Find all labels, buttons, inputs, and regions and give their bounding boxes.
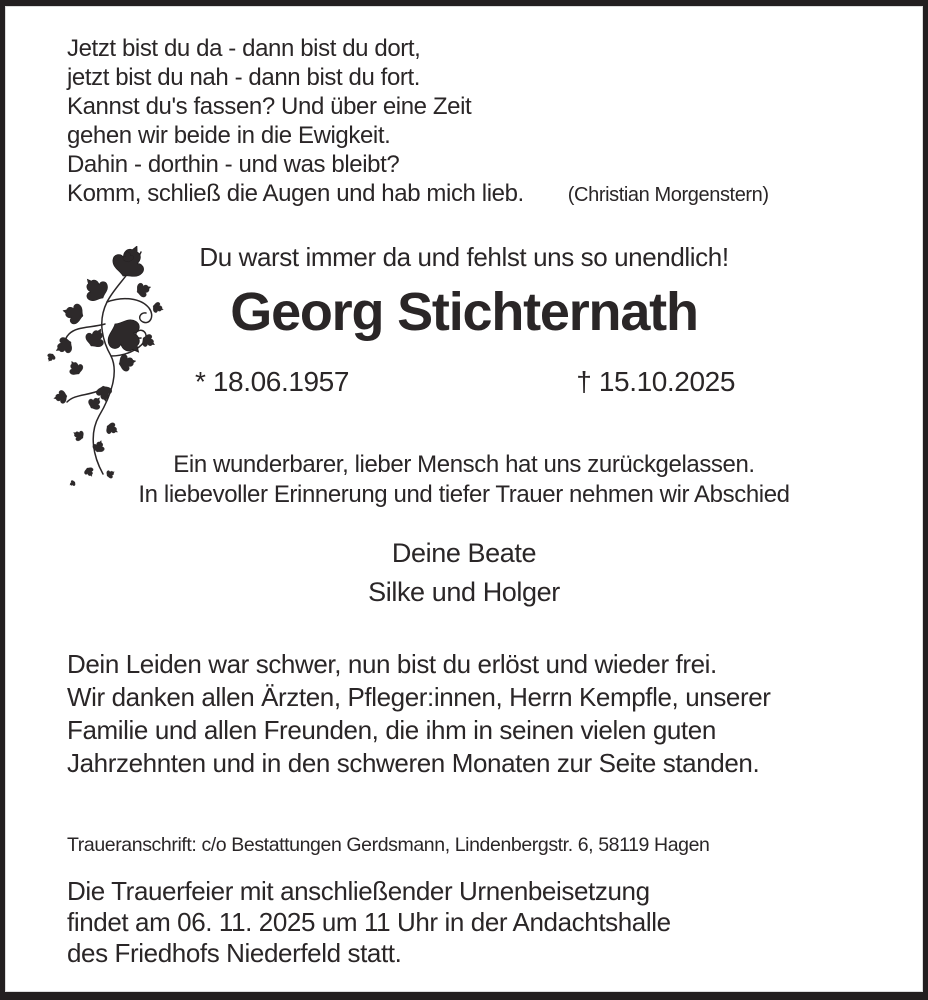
poem-line: Kannst du's fassen? Und über eine Zeit <box>67 93 472 120</box>
mourners <box>5 534 923 612</box>
thanks-paragraph <box>67 648 923 780</box>
thanks-line: Jahrzehnten und in den schweren Monaten zur Seite standen. <box>67 748 760 778</box>
thanks-line: Dein Leiden war schwer, nun bist du erlöst und wieder frei. <box>67 649 717 679</box>
thanks-line: Familie und allen Freunden, die ihm in seinen vielen guten <box>67 715 716 745</box>
farewell-line: Ein wunderbarer, lieber Mensch hat uns zurückgelassen. <box>173 451 755 478</box>
poem-line: Dahin - dorthin - und was bleibt? <box>67 151 400 178</box>
funeral-line: findet am 06. 11. 2025 um 11 Uhr in der Andachtshalle <box>67 907 671 937</box>
deceased-name: Georg Stichternath <box>230 282 698 342</box>
poem-line: jetzt bist du nah - dann bist du fort. <box>67 64 421 91</box>
poem-last-line <box>67 179 923 210</box>
farewell-line: In liebevoller Erinnerung und tiefer Trauer nehmen wir Abschied <box>138 481 790 508</box>
condolence-address: Traueranschrift: c/o Bestattungen Gerdsmann, Lindenbergstr. 6, 58119 Hagen <box>67 834 710 856</box>
poem-line: Jetzt bist du da - dann bist du dort, <box>67 35 421 62</box>
poem-line: gehen wir beide in die Ewigkeit. <box>67 122 391 149</box>
funeral-info <box>67 876 923 969</box>
funeral-line: des Friedhofs Niederfeld statt. <box>67 938 402 968</box>
birth-date: * 18.06.1957 <box>195 366 350 397</box>
ivy-vine-decoration <box>19 246 171 486</box>
death-date: † 15.10.2025 <box>576 366 735 397</box>
thanks-line: Wir danken allen Ärzten, Pfleger:innen, Herrn Kempfle, unserer <box>67 682 771 712</box>
poem <box>67 34 923 210</box>
poem-line-text: Komm, schließ die Augen und hab mich lieb. <box>67 180 524 207</box>
intro-line: Du warst immer da und fehlst uns so unendlich! <box>199 242 729 272</box>
poem-attribution: (Christian Morgenstern) <box>567 184 769 206</box>
mourner-line: Deine Beate <box>391 538 537 568</box>
mourner-line: Silke und Holger <box>368 577 560 607</box>
funeral-line: Die Trauerfeier mit anschließender Urnenbeisetzung <box>67 876 650 906</box>
